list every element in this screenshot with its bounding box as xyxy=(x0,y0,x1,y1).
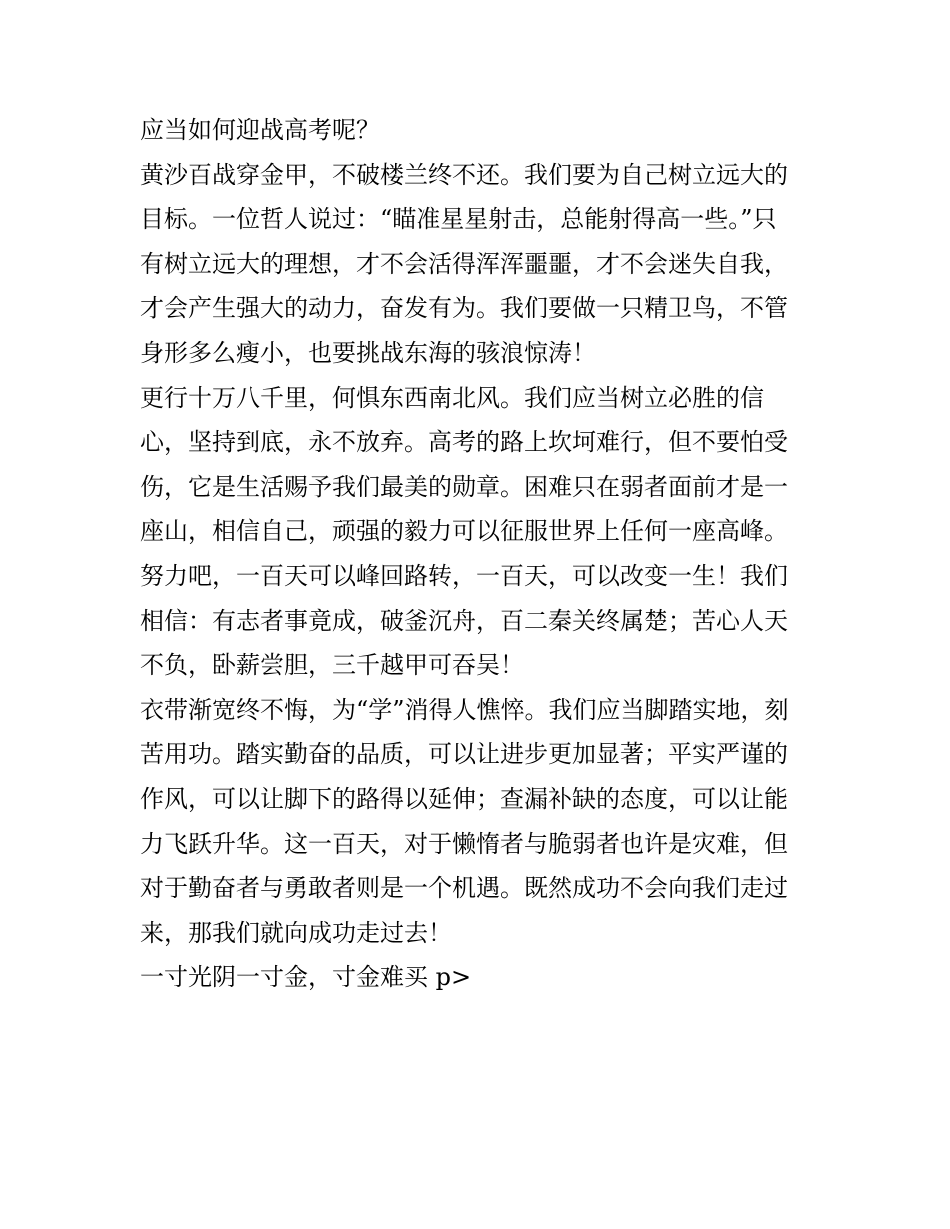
text-line: 不负，卧薪尝胆，三千越甲可吞吴！ xyxy=(140,651,524,680)
text-line: 一寸光阴一寸金，寸金难买 p> xyxy=(140,963,472,992)
text-line: 作风，可以让脚下的路得以延伸；查漏补缺的态度，可以让能 xyxy=(140,784,788,813)
text-line: 才会产生强大的动力，奋发有为。我们要做一只精卫鸟，不管 xyxy=(140,294,788,323)
text-line: 座山，相信自己，顽强的毅力可以征服世界上任何一座高峰。 xyxy=(140,517,788,546)
text-line: 相信：有志者事竟成，破釜沉舟，百二秦关终属楚；苦心人天 xyxy=(140,606,788,635)
text-line: 衣带渐宽终不悔，为“学”消得人憔悴。我们应当脚踏实地，刻 xyxy=(140,695,789,724)
text-line: 努力吧，一百天可以峰回路转，一百天，可以改变一生！我们 xyxy=(140,561,788,590)
text-line: 伤，它是生活赐予我们最美的勋章。困难只在弱者面前才是一 xyxy=(140,472,788,501)
text-line: 应当如何迎战高考呢？ xyxy=(140,116,380,144)
text-line: 更行十万八千里，何惧东西南北风。我们应当树立必胜的信 xyxy=(140,383,764,412)
text-line: 身形多么瘦小，也要挑战东海的骇浪惊涛！ xyxy=(140,338,596,367)
text-line: 黄沙百战穿金甲，不破楼兰终不还。我们要为自己树立远大的 xyxy=(140,160,788,189)
text-line: 目标。一位哲人说过：“瞄准星星射击，总能射得高一些。”只 xyxy=(140,205,777,234)
text-line: 对于勤奋者与勇敢者则是一个机遇。既然成功不会向我们走过 xyxy=(140,874,788,903)
document-body xyxy=(140,108,812,1000)
text-line: 有树立远大的理想，才不会活得浑浑噩噩，才不会迷失自我， xyxy=(140,249,788,278)
text-line: 苦用功。踏实勤奋的品质，可以让进步更加显著；平实严谨的 xyxy=(140,740,788,769)
text-line: 力飞跃升华。这一百天，对于懒惰者与脆弱者也许是灾难，但 xyxy=(140,829,788,858)
text-line: 心，坚持到底，永不放弃。高考的路上坎坷难行，但不要怕受 xyxy=(140,428,788,457)
text-line: 来，那我们就向成功走过去！ xyxy=(140,918,452,947)
